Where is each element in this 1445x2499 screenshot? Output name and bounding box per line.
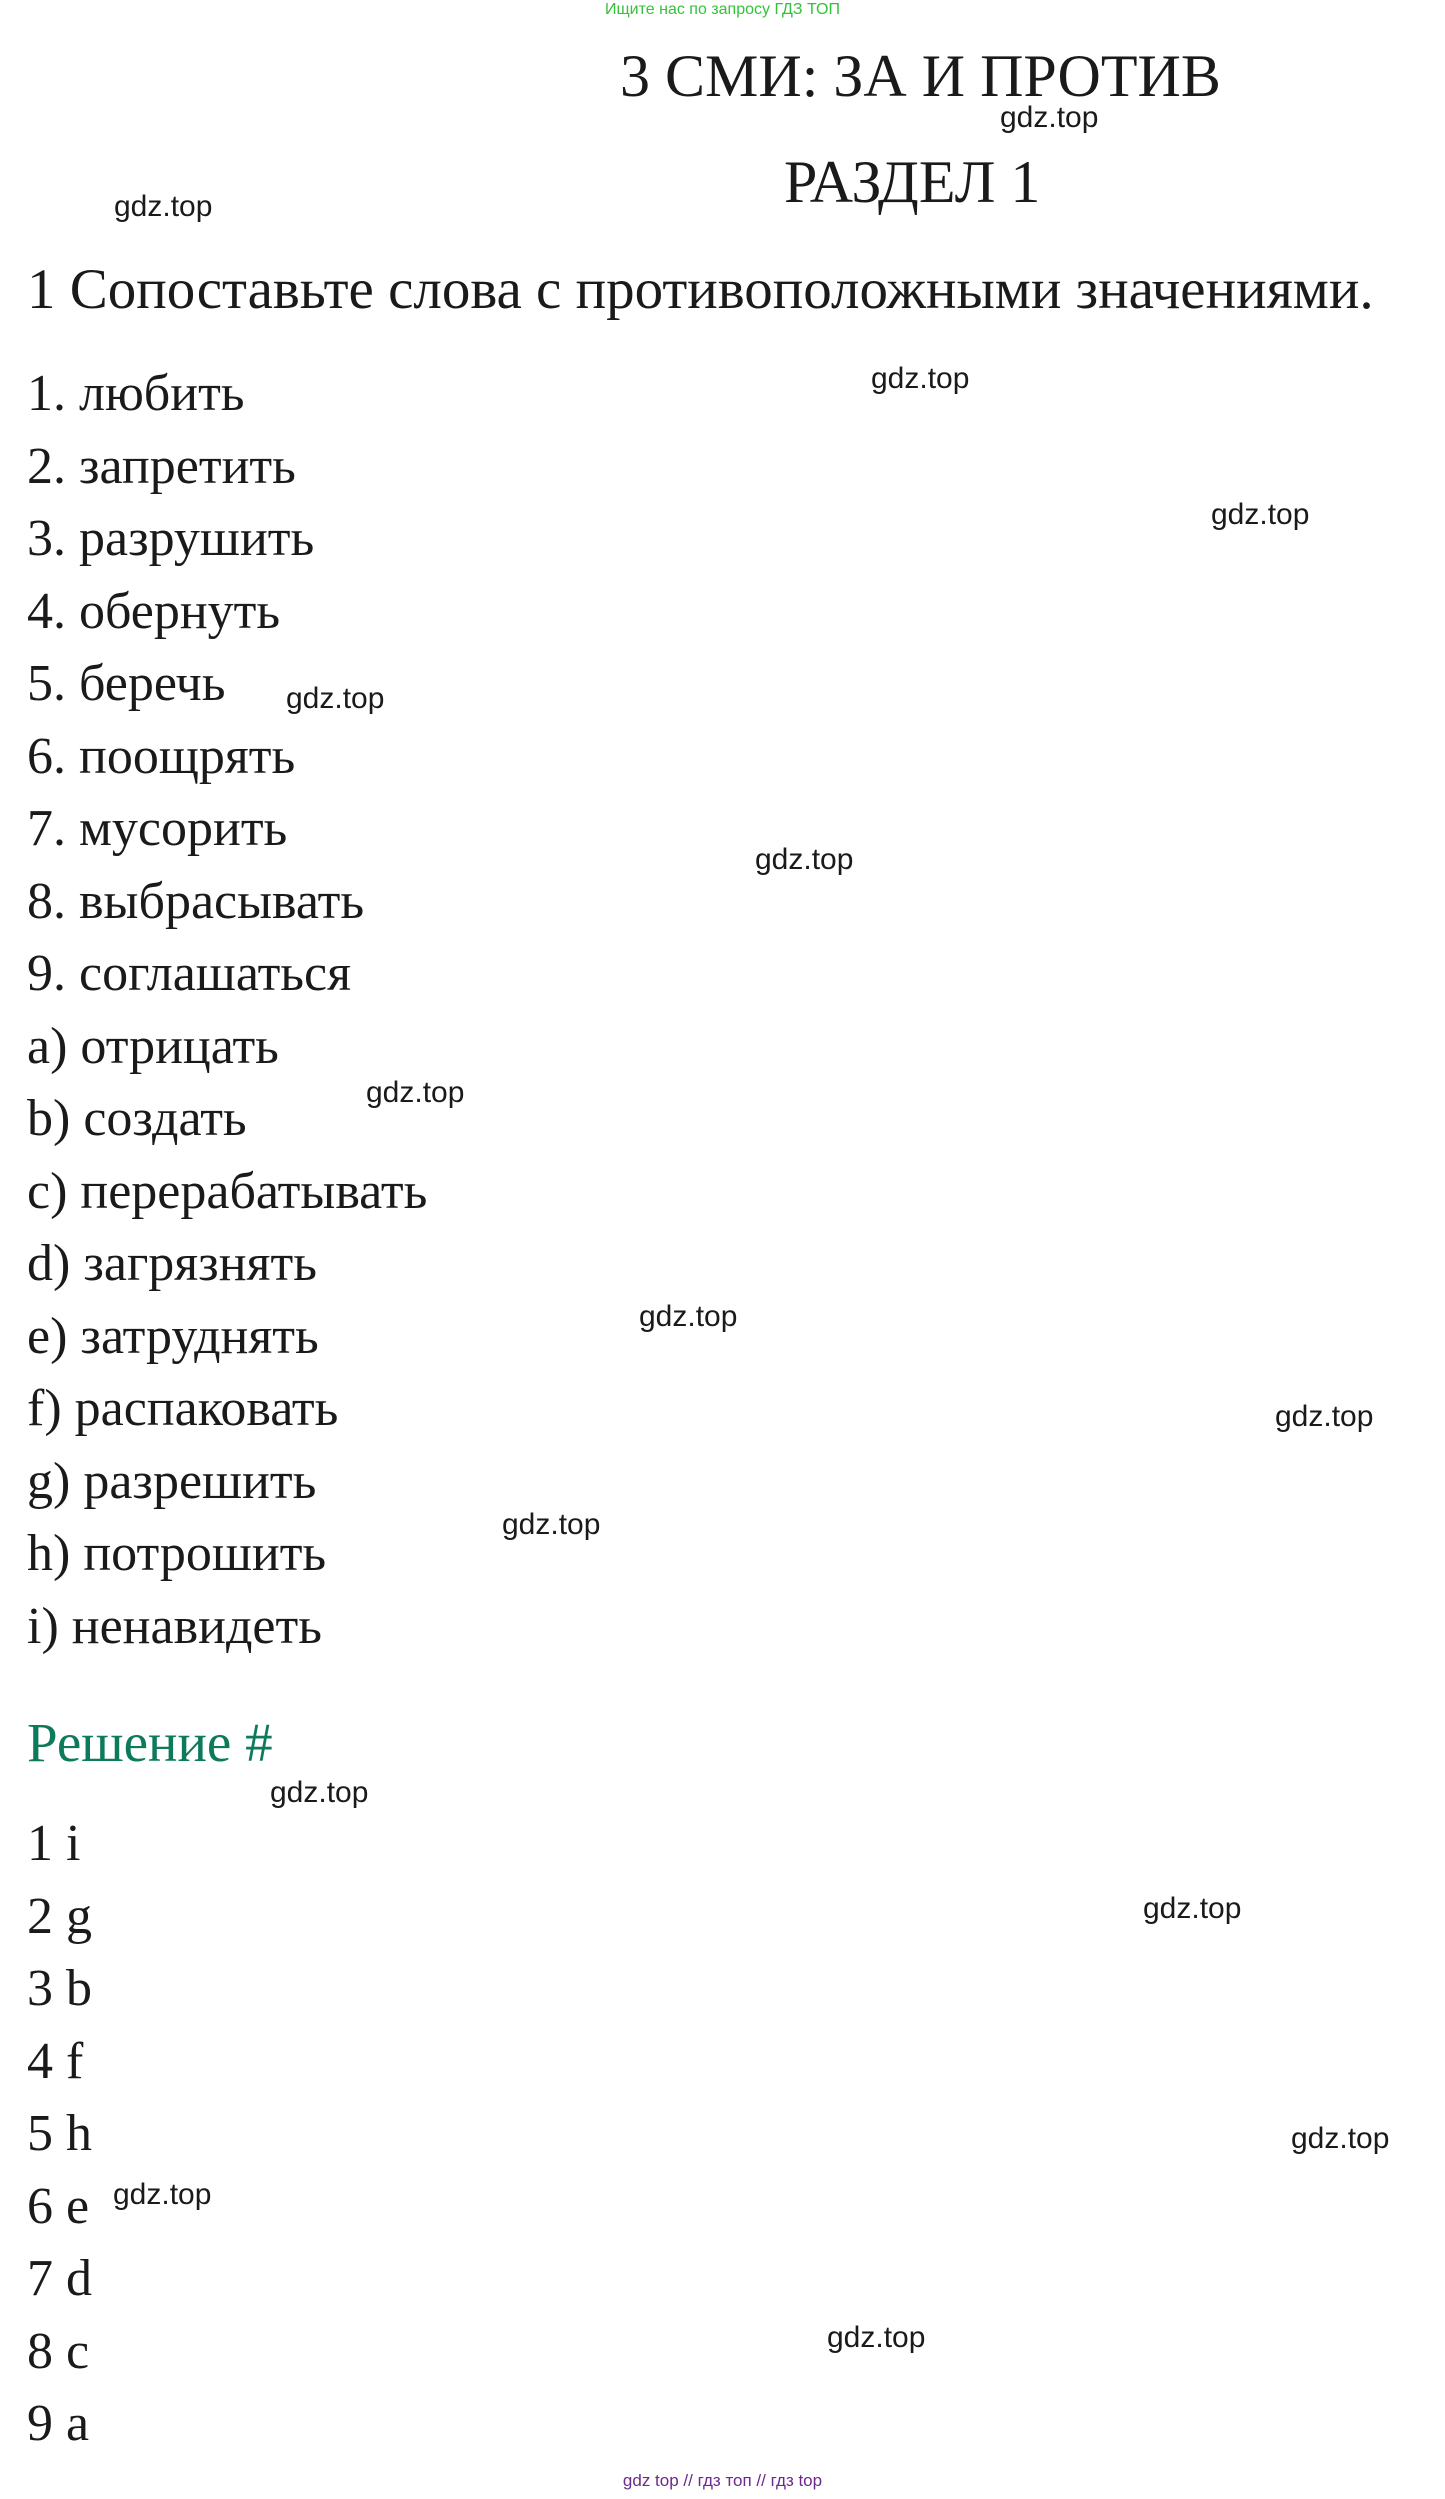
watermark: gdz.top xyxy=(1275,1400,1374,1433)
answer-item: 9 a xyxy=(27,2395,90,2452)
answer-item: 2 g xyxy=(27,1887,92,1945)
footer-links[interactable]: gdz top // гдз топ // гдз top xyxy=(622,2471,823,2490)
word-item: b) создать xyxy=(27,1090,247,1147)
answer-item: 6 e xyxy=(27,2177,90,2235)
word-item: g) разрешить xyxy=(27,1452,317,1510)
word-item: c) перерабатывать xyxy=(27,1162,428,1220)
watermark: gdz.top xyxy=(639,1300,738,1333)
word-item: 3. разрушить xyxy=(27,510,315,567)
watermark: gdz.top xyxy=(755,843,854,876)
watermark: gdz.top xyxy=(286,682,385,715)
word-item: 2. запретить xyxy=(27,437,296,495)
page-title: 3 СМИ: ЗА И ПРОТИВ xyxy=(620,43,1221,109)
watermark: gdz.top xyxy=(1291,2122,1390,2155)
word-item: 8. выбрасывать xyxy=(27,872,365,930)
section-title: РАЗДЕЛ 1 xyxy=(784,149,1041,215)
watermark: gdz.top xyxy=(1211,498,1310,531)
solution-heading: Решение # xyxy=(27,1712,273,1773)
task-instruction: 1 Сопоставьте слова с противоположными значениями. xyxy=(27,258,1374,321)
word-item: 5. беречь xyxy=(27,655,226,712)
word-item: e) затруднять xyxy=(27,1307,319,1365)
watermark: gdz.top xyxy=(871,362,970,395)
word-item: a) отрицать xyxy=(27,1017,279,1075)
watermark: gdz.top xyxy=(1143,1892,1242,1925)
answer-item: 1 i xyxy=(27,1815,81,1872)
word-item: 6. поощрять xyxy=(27,727,296,785)
word-item: 1. любить xyxy=(27,365,245,422)
watermark: gdz.top xyxy=(502,1508,601,1541)
word-item: d) загрязнять xyxy=(27,1235,317,1292)
answer-list xyxy=(27,1808,92,2461)
answer-item: 8 c xyxy=(27,2322,90,2380)
word-item: f) распаковать xyxy=(27,1380,339,1437)
answer-item: 4 f xyxy=(27,2032,84,2090)
word-list xyxy=(27,358,427,1663)
word-item: h) потрошить xyxy=(27,1525,327,1582)
watermark: gdz.top xyxy=(113,2178,212,2211)
watermark: gdz.top xyxy=(270,1776,369,1809)
word-item: 9. соглашаться xyxy=(27,945,352,1002)
answer-item: 7 d xyxy=(27,2250,92,2307)
search-banner[interactable]: Ищите нас по запросу ГДЗ ТОП xyxy=(605,1,840,18)
watermark: gdz.top xyxy=(366,1076,465,1109)
watermark: gdz.top xyxy=(1000,101,1099,134)
answer-item: 3 b xyxy=(27,1960,92,2017)
watermark: gdz.top xyxy=(827,2321,926,2354)
word-item: 7. мусорить xyxy=(27,800,288,857)
answer-item: 5 h xyxy=(27,2105,92,2162)
word-item: i) ненавидеть xyxy=(27,1597,322,1655)
word-item: 4. обернуть xyxy=(27,582,281,640)
watermark: gdz.top xyxy=(114,190,213,223)
